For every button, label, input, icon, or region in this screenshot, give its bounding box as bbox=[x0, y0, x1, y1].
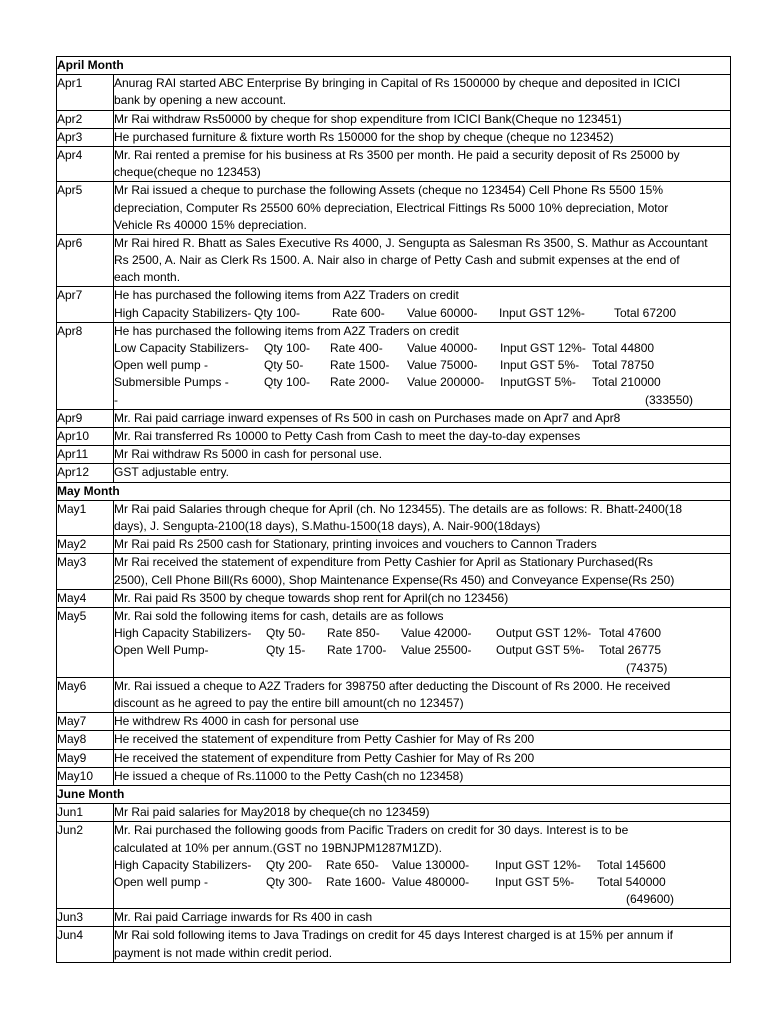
entry-description bbox=[114, 804, 731, 822]
entry-date: Apr8 bbox=[57, 322, 114, 409]
entry-description bbox=[114, 713, 731, 731]
entry-description bbox=[114, 909, 731, 927]
item-rate: Rate 600- bbox=[332, 305, 385, 320]
entry-date: Apr12 bbox=[57, 464, 114, 482]
section-header-row bbox=[57, 57, 731, 75]
entry-row-may3 bbox=[57, 554, 731, 589]
entry-date: May4 bbox=[57, 589, 114, 607]
description-line: Mr Rai paid salaries for May2018 by cheque(ch no 123459) bbox=[114, 805, 430, 820]
entry-row-apr4 bbox=[57, 146, 731, 181]
entry-description bbox=[114, 409, 731, 427]
item-gst: InputGST 5%- bbox=[500, 375, 576, 390]
item-qty: Qty 300- bbox=[266, 874, 313, 889]
item-total: Total 540000 bbox=[597, 874, 666, 889]
item-rate: Rate 1500- bbox=[330, 358, 390, 373]
entry-row-may8 bbox=[57, 731, 731, 749]
item-gst: Input GST 12%- bbox=[499, 305, 585, 320]
description-line: Mr Rai sold following items to Java Tradings on credit for 45 days Interest charged is at 15% per annum if bbox=[114, 928, 673, 943]
item-qty: Qty 50- bbox=[264, 358, 304, 373]
entry-date: Apr5 bbox=[57, 182, 114, 235]
item-rate: Rate 2000- bbox=[330, 375, 390, 390]
item-name: Low Capacity Stabilizers- bbox=[114, 341, 249, 356]
entry-row-jun4 bbox=[57, 927, 731, 962]
entry-description bbox=[114, 128, 731, 146]
entry-date: May10 bbox=[57, 767, 114, 785]
entry-description bbox=[114, 731, 731, 749]
item-rate: Rate 850- bbox=[327, 626, 380, 641]
entry-row-apr5 bbox=[57, 182, 731, 235]
grand-total-line bbox=[114, 660, 730, 677]
item-line bbox=[114, 857, 730, 874]
description-line: Mr Rai paid Rs 2500 cash for Stationary, printing invoices and vouchers to Cannon Traders bbox=[114, 537, 597, 552]
section-header-june: June Month bbox=[57, 785, 731, 803]
entry-date: Apr11 bbox=[57, 446, 114, 464]
description-line: Mr Rai withdraw Rs50000 by cheque for shop expenditure from ICICI Bank(Cheque no 123451) bbox=[114, 111, 622, 126]
entry-description bbox=[114, 607, 731, 677]
entry-row-may10 bbox=[57, 767, 731, 785]
description-line: Mr. Rai rented a premise for his business at Rs 3500 per month. He paid a security deposit of Rs 25000 by bbox=[114, 147, 680, 162]
description-line: cheque(cheque no 123453) bbox=[114, 165, 261, 180]
entry-date: Jun2 bbox=[57, 822, 114, 909]
item-value: Value 480000- bbox=[392, 874, 470, 889]
entry-row-apr10 bbox=[57, 428, 731, 446]
section-header-row bbox=[57, 482, 731, 500]
entry-description bbox=[114, 536, 731, 554]
item-qty: Qty 100- bbox=[264, 341, 311, 356]
description-line: Mr. Rai issued a cheque to A2Z Traders for 398750 after deducting the Discount of Rs 2000. He received bbox=[114, 678, 671, 693]
entry-description bbox=[114, 749, 731, 767]
item-value: Value 60000- bbox=[407, 305, 478, 320]
entry-row-may4 bbox=[57, 589, 731, 607]
item-name: Open well pump - bbox=[114, 358, 209, 373]
entry-date: Apr3 bbox=[57, 128, 114, 146]
item-value: Value 42000- bbox=[401, 626, 472, 641]
grand-total-line bbox=[114, 392, 730, 409]
description-line: He received the statement of expenditure from Petty Cashier for May of Rs 200 bbox=[114, 732, 535, 747]
section-header-april: April Month bbox=[57, 57, 731, 75]
entry-description bbox=[114, 554, 731, 589]
description-line: Mr Rai paid Salaries through cheque for April (ch. No 123455). The details are as follows: R. Bhatt-2400(18 bbox=[114, 501, 683, 516]
item-value: Value 200000- bbox=[407, 375, 485, 390]
grand-total-lead: - bbox=[114, 392, 118, 407]
item-qty: Qty 200- bbox=[266, 857, 313, 872]
entry-row-may1 bbox=[57, 500, 731, 535]
description-line: Mr. Rai transferred Rs 10000 to Petty Cash from Cash to meet the day-to-day expenses bbox=[114, 429, 581, 443]
description-line: payment is not made within credit period. bbox=[114, 945, 333, 960]
description-line: Mr Rai issued a cheque to purchase the following Assets (cheque no 123454) Cell Phone Rs 5500 15% bbox=[114, 183, 664, 198]
item-value: Value 75000- bbox=[407, 358, 478, 373]
entry-row-jun3 bbox=[57, 909, 731, 927]
entry-description bbox=[114, 446, 731, 464]
item-total: Total 78750 bbox=[592, 358, 655, 373]
entry-date: May3 bbox=[57, 554, 114, 589]
entry-description bbox=[114, 287, 731, 322]
item-gst: Input GST 12%- bbox=[500, 341, 586, 356]
description-line: Mr. Rai paid Rs 3500 by cheque towards shop rent for April(ch no 123456) bbox=[114, 590, 509, 605]
description-line: discount as he agreed to pay the entire bill amount(ch no 123457) bbox=[114, 695, 464, 710]
description-line: Mr Rai hired R. Bhatt as Sales Executive Rs 4000, J. Sengupta as Salesman Rs 3500, S. Mathur as Accountant bbox=[114, 235, 708, 250]
item-gst: Input GST 5%- bbox=[500, 358, 580, 373]
description-line: calculated at 10% per annum.(GST no 19BNJPM1287M1ZD). bbox=[114, 840, 442, 855]
entry-description bbox=[114, 927, 731, 962]
description-line: GST adjustable entry. bbox=[114, 465, 229, 480]
item-name: Open Well Pump- bbox=[114, 643, 209, 658]
entry-date: May1 bbox=[57, 500, 114, 535]
entry-date: May2 bbox=[57, 536, 114, 554]
entry-row-may5 bbox=[57, 607, 731, 677]
grand-total: (333550) bbox=[645, 392, 694, 407]
entry-date: Apr9 bbox=[57, 409, 114, 427]
entry-date: Apr2 bbox=[57, 110, 114, 128]
description-line: Mr. Rai paid Carriage inwards for Rs 400 in cash bbox=[114, 910, 373, 925]
grand-total: (74375) bbox=[626, 660, 668, 675]
transactions-table bbox=[56, 56, 731, 963]
entry-description bbox=[114, 322, 731, 409]
entry-date: May5 bbox=[57, 607, 114, 677]
item-value: Value 25500- bbox=[401, 643, 472, 658]
entry-date: Apr10 bbox=[57, 428, 114, 446]
entry-row-apr8 bbox=[57, 322, 731, 409]
item-total: Total 67200 bbox=[614, 305, 677, 320]
section-header-row bbox=[57, 785, 731, 803]
entry-description bbox=[114, 75, 731, 110]
description-line: Mr Rai withdraw Rs 5000 in cash for personal use. bbox=[114, 447, 383, 462]
description-line: He purchased furniture & fixture worth Rs 150000 for the shop by cheque (cheque no 123452) bbox=[114, 129, 614, 144]
description-line: Mr. Rai paid carriage inward expenses of Rs 500 in cash on Purchases made on Apr7 and Apr8 bbox=[114, 410, 621, 425]
entry-date: Jun3 bbox=[57, 909, 114, 927]
item-name: High Capacity Stabilizers- bbox=[114, 305, 252, 320]
description-line: Mr Rai received the statement of expenditure from Petty Cashier for April as Stationary Purchased(Rs bbox=[114, 555, 653, 570]
entry-date: Apr7 bbox=[57, 287, 114, 322]
item-total: Total 145600 bbox=[597, 857, 666, 872]
item-line bbox=[114, 305, 730, 322]
entry-row-may2 bbox=[57, 536, 731, 554]
entry-date: May6 bbox=[57, 677, 114, 712]
entry-date: May7 bbox=[57, 713, 114, 731]
entry-description bbox=[114, 428, 731, 446]
description-line: Mr. Rai sold the following items for cash, details are as follows bbox=[114, 608, 444, 623]
item-total: Total 47600 bbox=[599, 626, 662, 641]
item-total: Total 210000 bbox=[592, 375, 661, 390]
item-total: Total 26775 bbox=[599, 643, 662, 658]
item-name: Open well pump - bbox=[114, 874, 209, 889]
description-line: 2500), Cell Phone Bill(Rs 6000), Shop Maintenance Expense(Rs 450) and Conveyance Expense(Rs 250) bbox=[114, 572, 675, 587]
entry-row-apr9 bbox=[57, 409, 731, 427]
item-rate: Rate 1600- bbox=[326, 874, 386, 889]
item-gst: Input GST 12%- bbox=[495, 857, 581, 872]
item-rate: Rate 650- bbox=[326, 857, 379, 872]
entry-row-apr7 bbox=[57, 287, 731, 322]
item-rate: Rate 1700- bbox=[327, 643, 387, 658]
entry-description bbox=[114, 234, 731, 287]
entry-row-apr12 bbox=[57, 464, 731, 482]
item-value: Value 40000- bbox=[407, 341, 478, 356]
entry-row-apr2 bbox=[57, 110, 731, 128]
item-line bbox=[114, 374, 730, 391]
item-rate: Rate 400- bbox=[330, 341, 383, 356]
entry-date: Apr4 bbox=[57, 146, 114, 181]
entry-row-may7 bbox=[57, 713, 731, 731]
entry-description bbox=[114, 110, 731, 128]
entry-description bbox=[114, 182, 731, 235]
entry-description bbox=[114, 146, 731, 181]
item-gst: Output GST 5%- bbox=[496, 643, 585, 658]
item-name: High Capacity Stabilizers- bbox=[114, 626, 252, 641]
entry-description bbox=[114, 464, 731, 482]
item-line bbox=[114, 625, 730, 642]
item-line bbox=[114, 642, 730, 659]
description-line: He withdrew Rs 4000 in cash for personal use bbox=[114, 714, 359, 729]
description-line: He received the statement of expenditure from Petty Cashier for May of Rs 200 bbox=[114, 750, 535, 765]
grand-total: (649600) bbox=[626, 892, 675, 907]
item-qty: Qty 15- bbox=[266, 643, 306, 658]
description-line: He has purchased the following items from A2Z Traders on credit bbox=[114, 323, 459, 338]
entry-row-apr11 bbox=[57, 446, 731, 464]
description-line: Rs 2500, A. Nair as Clerk Rs 1500. A. Nair also in charge of Petty Cash and submit expenses at the end of bbox=[114, 253, 680, 268]
item-qty: Qty 50- bbox=[266, 626, 306, 641]
entry-row-apr1 bbox=[57, 75, 731, 110]
entry-date: Apr6 bbox=[57, 234, 114, 287]
description-line: Mr. Rai purchased the following goods from Pacific Traders on credit for 30 days. Interest is to be bbox=[114, 823, 629, 838]
grand-total-line bbox=[114, 891, 730, 908]
section-header-may: May Month bbox=[57, 482, 731, 500]
entry-row-jun1 bbox=[57, 804, 731, 822]
entry-row-jun2 bbox=[57, 822, 731, 909]
description-line: days), J. Sengupta-2100(18 days), S.Mathu-1500(18 days), A. Nair-900(18days) bbox=[114, 519, 541, 533]
item-gst: Input GST 5%- bbox=[495, 874, 575, 889]
description-line: Vehicle Rs 40000 15% depreciation. bbox=[114, 217, 307, 232]
entry-date: Jun4 bbox=[57, 927, 114, 962]
item-name: Submersible Pumps - bbox=[114, 375, 229, 390]
entry-description bbox=[114, 677, 731, 712]
item-value: Value 130000- bbox=[392, 857, 470, 872]
entry-description bbox=[114, 589, 731, 607]
description-line: depreciation, Computer Rs 25500 60% depreciation, Electrical Fittings Rs 5000 10% depreciation, Motor bbox=[114, 200, 669, 215]
item-gst: Output GST 12%- bbox=[496, 626, 592, 641]
description-line: He has purchased the following items from A2Z Traders on credit bbox=[114, 288, 459, 303]
entry-row-may6 bbox=[57, 677, 731, 712]
entry-description bbox=[114, 822, 731, 909]
item-qty: Qty 100- bbox=[254, 305, 301, 320]
entry-description bbox=[114, 500, 731, 535]
entry-row-apr3 bbox=[57, 128, 731, 146]
item-line bbox=[114, 357, 730, 374]
item-total: Total 44800 bbox=[592, 341, 655, 356]
item-line bbox=[114, 874, 730, 891]
entry-description bbox=[114, 767, 731, 785]
entry-row-may9 bbox=[57, 749, 731, 767]
item-qty: Qty 100- bbox=[264, 375, 311, 390]
item-name: High Capacity Stabilizers- bbox=[114, 857, 252, 872]
item-line bbox=[114, 340, 730, 357]
description-line: bank by opening a new account. bbox=[114, 93, 287, 108]
entry-date: May8 bbox=[57, 731, 114, 749]
entry-date: May9 bbox=[57, 749, 114, 767]
description-line: Anurag RAI started ABC Enterprise By bringing in Capital of Rs 1500000 by cheque and deposited in ICICI bbox=[114, 76, 681, 91]
description-line: He issued a cheque of Rs.11000 to the Petty Cash(ch no 123458) bbox=[114, 768, 464, 783]
description-line: each month. bbox=[114, 270, 181, 285]
entry-row-apr6 bbox=[57, 234, 731, 287]
entry-date: Jun1 bbox=[57, 804, 114, 822]
entry-date: Apr1 bbox=[57, 75, 114, 110]
